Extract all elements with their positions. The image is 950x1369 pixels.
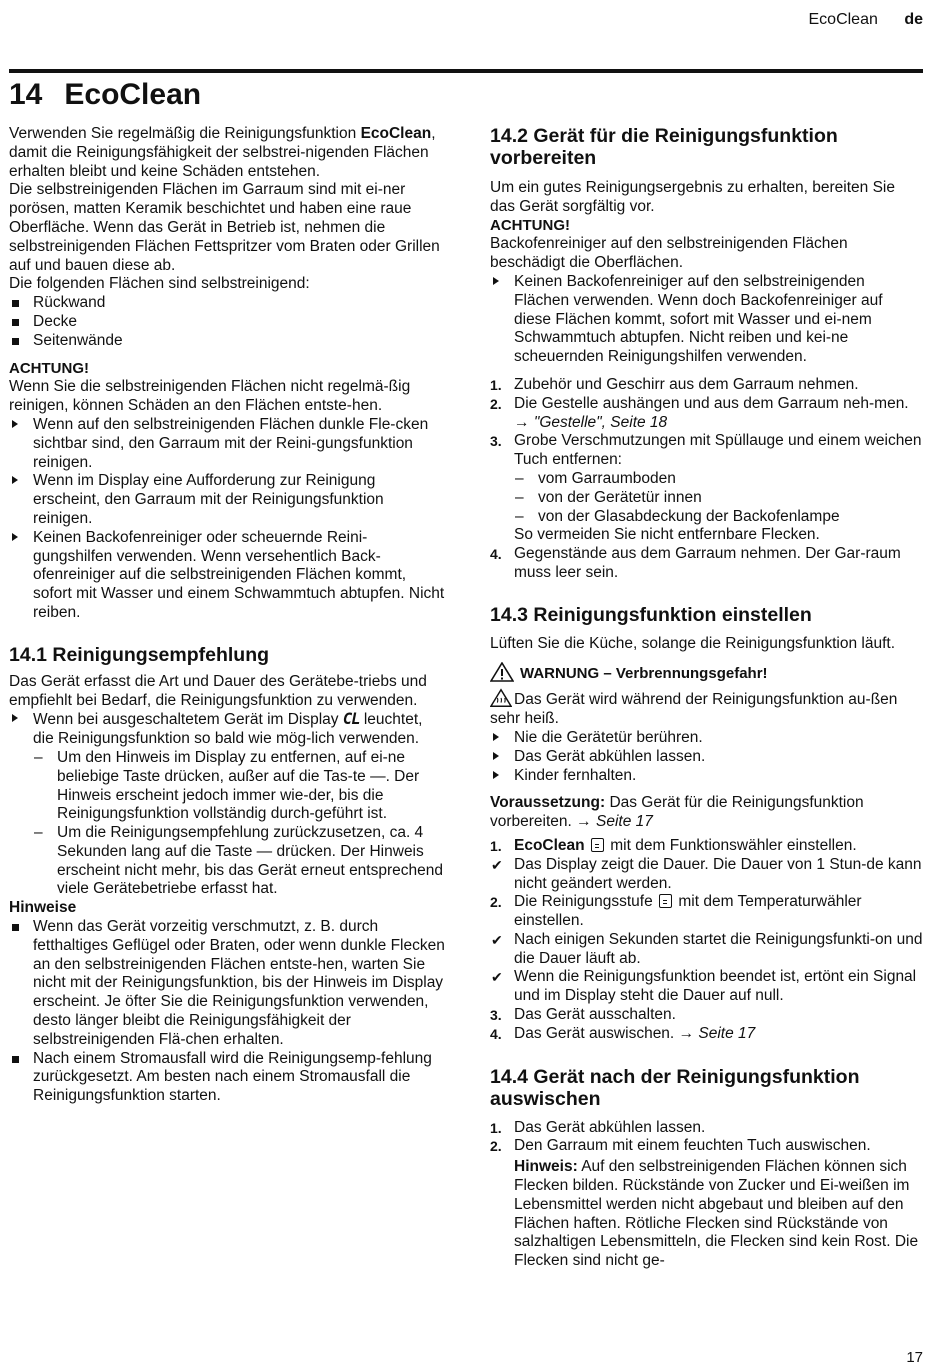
step-item (490, 1006, 923, 1025)
caution-actions (9, 416, 445, 623)
result-item (490, 968, 923, 1006)
cross-reference-link[interactable]: Seite 17 (698, 1024, 756, 1042)
section-14-3-text: Lüften Sie die Küche, solange die Reinigungsfunktion läuft. (490, 634, 896, 652)
note-text: Auf den selbstreinigenden Flächen können sich Flecken bilden. Rückstände von Zucker und Ei-weißen im Lebensmittel werden nicht abgebaut und bleiben auf den Flächen haften. Rötliche Flecken sind Rückstände von salzhaltigen Lebensmitteln, die Flecken sind kein Rost. Die Flecken sind nicht ge- (514, 1158, 919, 1270)
step-number: 1. (490, 837, 502, 854)
list-item: – von der Gerätetür innen (514, 489, 923, 508)
arrow-icon: → (678, 1024, 695, 1042)
step-number: 3. (490, 1007, 502, 1024)
result-text: Wenn die Reinigungsfunktion beendet ist, ertönt ein Signal und im Display steht die Dauer auf null. (514, 968, 917, 1005)
step-text: mit dem Funktionswähler einstellen. (610, 836, 857, 854)
result-item (490, 856, 923, 894)
list-item: Seitenwände (9, 332, 445, 351)
caution-actions (490, 273, 923, 367)
list-item: Nie die Gerätetür berühren. (490, 729, 923, 748)
step-item (490, 893, 923, 931)
section-14-2-text: Um ein gutes Reinigungsergebnis zu erhalten, bereiten Sie das Gerät sorgfältig vor. (490, 179, 895, 215)
step-number: 3. (490, 433, 502, 450)
list-item: Decke (9, 313, 445, 332)
soil-locations (514, 470, 923, 526)
surface-list (9, 294, 445, 350)
step-note: So vermeiden Sie nicht entfernbare Flecken. (514, 526, 820, 544)
step-text: Das Gerät ausschalten. (514, 1006, 676, 1024)
intro-p1-bold: EcoClean (360, 125, 432, 142)
ecoclean-mode: EcoClean (514, 836, 585, 854)
warning-label: WARNUNG – Verbrennungsgefahr! (520, 664, 768, 682)
caution-text: Backofenreiniger auf den selbstreinigenden Flächen beschädigt die Oberflächen. (490, 235, 848, 272)
cross-reference-link[interactable]: Seite 17 (595, 813, 653, 831)
chapter-title (9, 76, 201, 114)
header-rule (9, 69, 923, 73)
intro-paragraph-3: Die folgenden Flächen sind selbstreinigend: (9, 275, 310, 293)
list-item: – Um die Reinigungsempfehlung zurückzusetzen, ca. 4 Sekunden lang auf die Taste — drücken. Der Hinweis erscheint nicht mehr, bis das Gerät erneut entsprechend viele Gerätebetriebe erfasst hat. (33, 824, 445, 899)
warning-text: Das Gerät wird während der Reinigungsfunktion au-ßen sehr heiß. (490, 691, 898, 728)
list-item: – von der Glasabdeckung der Backofenlampe (514, 508, 923, 527)
step-item (490, 432, 923, 545)
hot-surface-icon (490, 688, 512, 708)
notes-list (9, 918, 445, 1106)
note-label: Hinweis: (514, 1158, 578, 1176)
step-number: 2. (490, 395, 502, 412)
step-text: Die Reinigungsstufe (514, 893, 653, 911)
step-text: Die Gestelle aushängen und aus dem Garraum neh-men. (514, 394, 909, 412)
step-text: Den Garraum mit einem feuchten Tuch auswischen. (514, 1137, 871, 1155)
list-item: Wenn auf den selbstreinigenden Flächen dunkle Fle-cken sichtbar sind, den Garraum mit der Reini-gungsfunktion reinigen. (9, 416, 445, 472)
intro-p1-post: , damit die Reinigungsfähigkeit der selbstrei-nigenden Flächen erhalten bleibt und keine Schäden entstehen. (9, 125, 436, 180)
intro-paragraph-2: Die selbstreinigenden Flächen im Garraum sind mit ei-ner porösen, matten Keramik beschichtet und haben eine raue Oberfläche. Wenn das Gerät in Betrieb ist, nehmen die selbstreinigenden Flächen Fettspritzer vom Braten oder Grillen auf und bauen diese ab. (9, 181, 440, 274)
section-14-2-title: 14.2 Gerät für die Reinigungsfunktion vorbereiten (490, 125, 838, 169)
checkmark-icon: ✔ (491, 969, 503, 986)
caution-label: ACHTUNG! (490, 216, 570, 234)
action-pre: Wenn bei ausgeschaltetem Gerät im Display (33, 711, 339, 729)
caution-text: Wenn Sie die selbstreinigenden Flächen nicht regelmä-ßig reinigen, können Schäden an den Flächen entste-hen. (9, 378, 411, 415)
section-14-1-title: 14.1 Reinigungsempfehlung (9, 643, 270, 666)
step-text: Das Gerät abkühlen lassen. (514, 1118, 706, 1136)
list-item: Wenn im Display eine Aufforderung zur Reinigung erscheint, den Garraum mit der Reinigungsfunktion reinigen. (9, 472, 445, 528)
chapter-name: EcoClean (64, 78, 202, 111)
list-item: Das Gerät abkühlen lassen. (490, 748, 923, 767)
page-number: 17 (906, 1349, 923, 1366)
step-item (490, 545, 923, 583)
wipe-note (490, 1158, 923, 1271)
intro-paragraph-1 (9, 125, 445, 181)
checkmark-icon: ✔ (491, 856, 503, 873)
list-item: Kinder fernhalten. (490, 767, 923, 786)
result-text: Das Display zeigt die Dauer. Die Dauer von 1 Stun-de kann nicht geändert werden. (514, 855, 922, 892)
caution-label: ACHTUNG! (9, 359, 89, 377)
step-text: Grobe Verschmutzungen mit Spüllauge und einem weichen Tuch entfernen: (514, 432, 922, 469)
intro-p1-pre: Verwenden Sie regelmäßig die Reinigungsfunktion (9, 125, 357, 142)
result-item (490, 931, 923, 969)
arrow-icon: → (514, 413, 530, 431)
step-number: 2. (490, 1138, 502, 1155)
section-14-1-text: Das Gerät erfasst die Art und Dauer des Gerätebe-triebs und empfiehlt bei Bedarf, die Reinigungsfunktion zu verwenden. (9, 672, 427, 709)
checkmark-icon: ✔ (491, 931, 503, 948)
cleaning-steps (490, 837, 923, 1044)
list-item: Nach einem Stromausfall wird die Reinigungsemp-fehlung zurückgesetzt. Am besten nach einem Stromausfall die Reinigungsfunktion starten. (9, 1050, 445, 1106)
program-symbol-icon (591, 838, 604, 852)
section-14-4-title: 14.4 Gerät nach der Reinigungsfunktion auswischen (490, 1065, 860, 1110)
prerequisite-label: Voraussetzung: (490, 794, 606, 812)
step-number: 4. (490, 546, 502, 563)
step-text: mit dem Temperaturwähler einstellen. (514, 893, 862, 930)
step-item (490, 837, 923, 856)
step-number: 1. (490, 1119, 502, 1136)
warning-triangle-icon (490, 662, 514, 682)
header-language: de (904, 11, 923, 28)
warning-text-row (490, 688, 923, 729)
cross-reference-link[interactable]: "Gestelle", Seite 18 (533, 413, 668, 431)
step-item (490, 1025, 923, 1044)
warning-actions (490, 729, 923, 785)
prerequisite (490, 794, 923, 832)
list-item: Keinen Backofenreiniger oder scheuernde Reini-gungshilfen verwenden. Wenn versehentlich Back-ofenreiniger auf die selbstreinigenden Flächen kommt, sofort mit Wasser und einem Schwammtuch abtupfen. Nicht reiben. (9, 529, 445, 623)
list-item: Rückwand (9, 294, 445, 313)
chapter-number: 14 (9, 78, 43, 111)
list-item: Keinen Backofenreiniger auf den selbstreinigenden Flächen verwenden. Wenn doch Backofenreiniger auf diese Flächen kommt, sofort mit Wasser und ei-nem Schwammtuch abtupfen. Nicht reiben und kei-ne scheuernden Reinigungshilfen verwenden. (490, 273, 923, 367)
recommendation-actions (9, 710, 445, 749)
running-header (809, 11, 924, 30)
step-item (490, 376, 923, 395)
step-text: Das Gerät auswischen. (514, 1024, 675, 1042)
section-14-3-title: 14.3 Reinigungsfunktion einstellen (490, 603, 812, 626)
prepare-steps (490, 376, 923, 583)
wipe-steps (490, 1119, 923, 1157)
result-text: Nach einigen Sekunden startet die Reinigungsfunkti-on und die Dauer läuft ab. (514, 930, 923, 967)
left-column (9, 125, 445, 1106)
action-post: leuchtet, die Reinigungsfunktion so bald wie mög-lich verwenden. (33, 711, 423, 748)
warning-label-row (490, 662, 923, 684)
prerequisite-text: Das Gerät für die Reinigungsfunktion vorbereiten. (490, 794, 864, 831)
list-item: – vom Garraumboden (514, 470, 923, 489)
header-section: EcoClean (808, 11, 878, 28)
step-item (490, 1119, 923, 1138)
arrow-icon: → (576, 813, 592, 831)
display-cl-icon: CL (342, 710, 360, 729)
list-item: Wenn das Gerät vorzeitig verschmutzt, z. B. durch fetthaltiges Geflügel oder Braten, oder wenn dunkle Flecken an den selbstreinigenden Flächen entste-hen, warten Sie nicht mit der Reinigungsfunktion, bis der Hinweis im Display erscheint. Je öfter Sie die Reinigungsfunktion verwenden, desto länger bleibt die Reinigungsfähigkeit der selbstreinigenden Flä-chen erhalten. (9, 918, 445, 1050)
step-number: 4. (490, 1025, 502, 1042)
list-item (9, 710, 445, 749)
list-item: – Um den Hinweis im Display zu entfernen, auf ei-ne beliebige Taste drücken, außer auf die Tas-te —. Der Hinweis erscheint jedoch immer wie-der, bis die Reinigungsfunktion vollständig durch-geführt ist. (33, 749, 445, 824)
step-text: Gegenstände aus dem Garraum nehmen. Der Gar-raum muss leer sein. (514, 545, 901, 581)
step-number: 2. (490, 894, 502, 911)
right-column (490, 125, 923, 1271)
step-item (490, 1137, 923, 1156)
step-text: Zubehör und Geschirr aus dem Garraum nehmen. (514, 375, 859, 393)
step-number: 1. (490, 376, 502, 393)
recommendation-subitems (9, 749, 445, 899)
notes-label: Hinweise (9, 899, 77, 917)
step-item (490, 395, 923, 433)
cleaning-level-icon (659, 894, 672, 908)
